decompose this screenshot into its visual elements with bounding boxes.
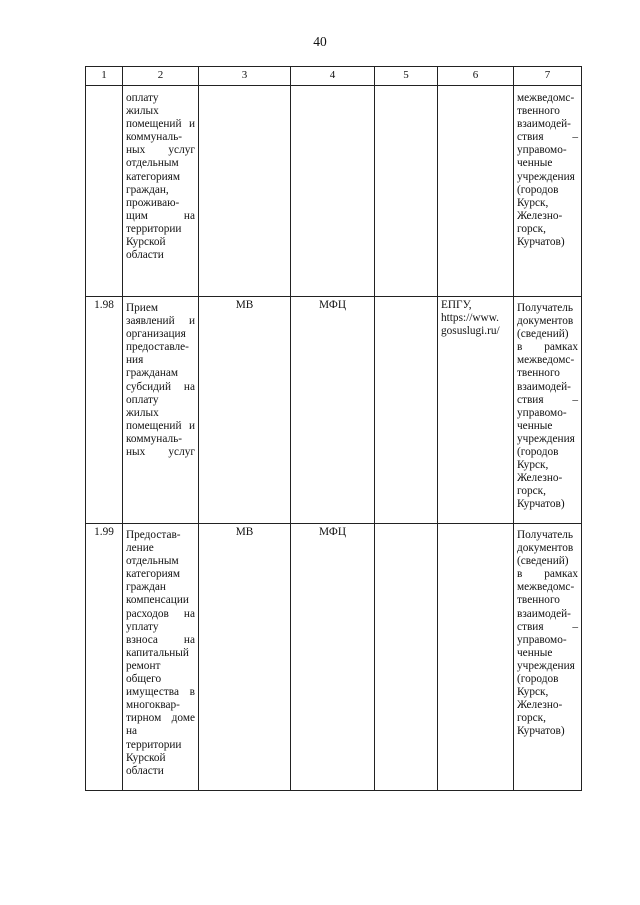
text-line: ния [126,354,144,367]
text-line: общего [126,673,162,686]
cell-col3: МВ [199,524,291,791]
text-line: субсидий на [126,380,195,393]
column-header: 3 [199,67,291,86]
text-line: категориям [126,170,181,183]
text-line: коммуналь- [126,131,183,144]
text-line: взаимодей- [517,118,571,131]
text-line: межведомс- [517,581,575,594]
service-name [123,86,199,297]
text-line: предоставле- [126,341,189,354]
text-line: ление [126,542,154,555]
text-line: ЕПГУ, [441,299,472,311]
text-line: Железно- [517,472,563,485]
text-line: (сведений) [517,555,569,568]
text-line: жилых [126,105,159,118]
text-line: территории [126,738,182,751]
text-line: капитальный [126,646,189,659]
services-table [85,66,582,791]
text-line: в рамках [517,568,578,581]
table-row [86,524,582,791]
table-header-row [86,67,582,86]
text-line: ченные [517,419,553,432]
portal-cell [438,524,514,791]
text-line: отдельным [126,157,179,170]
text-line: на [126,725,138,738]
text-line: ченные [517,646,553,659]
row-number: 1.98 [86,297,123,524]
portal-cell [438,86,514,297]
recipient-cell [514,524,582,791]
cell-col4: МФЦ [291,297,375,524]
text-line: Получатель [517,302,574,314]
text-line: отдельным [126,555,179,568]
text-line: Курской [126,751,166,764]
text-line: горск, [517,222,546,235]
text-line: области [126,249,164,262]
text-line: (городов [517,446,559,459]
service-name [123,524,199,791]
text-line: ствия – [517,620,578,633]
text-line: управомо- [517,144,567,157]
text-line: твенного [517,105,560,118]
text-line: граждан, [126,183,169,196]
row-number: 1.99 [86,524,123,791]
text-line: помещений и [126,419,195,432]
text-line: твенного [517,367,560,380]
column-header: 1 [86,67,123,86]
text-line: организация [126,328,186,341]
text-line: щим на [126,209,195,222]
text-line: ремонт [126,659,161,672]
text-line: области [126,764,164,777]
text-line: документов [517,542,574,555]
text-line: проживаю- [126,196,180,209]
text-line: многоквар- [126,699,180,712]
recipient-cell [514,297,582,524]
text-line: оплату [126,92,159,104]
text-line: Получатель [517,529,574,541]
text-line: Курск, [517,686,549,699]
text-line: (сведений) [517,328,569,341]
column-header: 5 [375,67,438,86]
recipient-cell [514,86,582,297]
text-line: ствия – [517,131,578,144]
cell-col5 [375,524,438,791]
text-line: управомо- [517,406,567,419]
text-line: Курчатов) [517,236,565,249]
cell-col4: МФЦ [291,524,375,791]
text-line: коммуналь- [126,432,183,445]
column-header: 4 [291,67,375,86]
text-line: учреждения [517,432,575,445]
text-line: взаимодей- [517,380,571,393]
text-line: категориям [126,568,181,581]
text-line: гражданам [126,367,179,380]
text-line: территории [126,222,182,235]
text-line: межведомс- [517,92,575,104]
text-line: помещений и [126,118,195,131]
text-line: документов [517,315,574,328]
text-line: Курской [126,236,166,249]
text-line: Курск, [517,459,549,472]
text-line: учреждения [517,170,575,183]
text-line: учреждения [517,659,575,672]
portal-cell [438,297,514,524]
text-line: (городов [517,183,559,196]
text-line: Предостав- [126,529,181,541]
text-line: gosuslugi.ru/ [441,325,500,338]
column-header: 7 [514,67,582,86]
text-line: уплату [126,620,159,633]
text-line: Железно- [517,209,563,222]
column-header: 2 [123,67,199,86]
service-name [123,297,199,524]
text-line: ченные [517,157,553,170]
text-line: горск, [517,485,546,498]
text-line: компенсации [126,594,189,607]
text-line: ных услуг [126,446,195,459]
column-header: 6 [438,67,514,86]
text-line: управомо- [517,633,567,646]
text-line: https://www. [441,312,499,325]
text-line: взаимодей- [517,607,571,620]
table-row [86,86,582,297]
text-line: твенного [517,594,560,607]
text-line: Железно- [517,699,563,712]
text-line: межведомс- [517,354,575,367]
text-line: граждан [126,581,166,594]
text-line: тирном доме [126,712,195,725]
text-line: имущества в [126,686,195,699]
text-line: взноса на [126,633,195,646]
row-number [86,86,123,297]
page-number: 40 [313,34,327,49]
text-line: расходов на [126,607,195,620]
text-line: заявлений и [126,315,195,328]
text-line: Курчатов) [517,725,565,738]
text-line: Прием [126,302,159,314]
text-line: ных услуг [126,144,195,157]
cell-col3: МВ [199,297,291,524]
text-line: (городов [517,673,559,686]
text-line: оплату [126,393,159,406]
table-row [86,297,582,524]
cell-col5 [375,86,438,297]
cell-col5 [375,297,438,524]
cell-col3 [199,86,291,297]
cell-col4 [291,86,375,297]
text-line: горск, [517,712,546,725]
text-line: жилых [126,406,159,419]
text-line: ствия – [517,393,578,406]
text-line: в рамках [517,341,578,354]
text-line: Курчатов) [517,498,565,511]
text-line: Курск, [517,196,549,209]
